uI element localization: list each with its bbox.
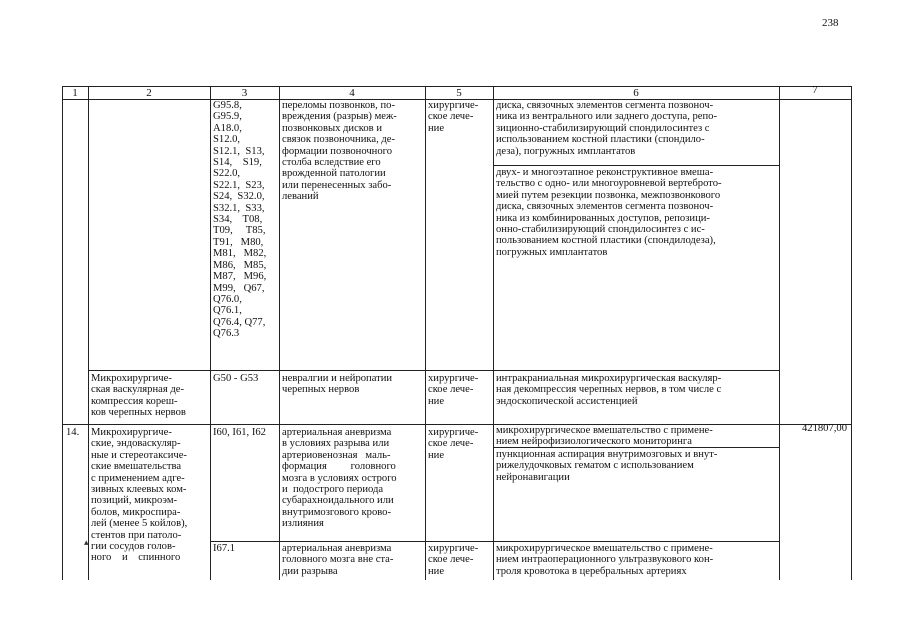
row-divider-b	[88, 370, 779, 371]
treatment-a: хирургиче- ское лече- ние	[428, 100, 479, 134]
col-header-6: 6	[633, 87, 639, 99]
diagnosis-codes-b: G50 - G53	[213, 373, 259, 384]
procedure-name-b: Микрохирургиче- ская васкулярная де- компрессия кореш- ков черепных нервов	[91, 373, 186, 419]
page-number: 238	[822, 17, 839, 29]
condition-c1: артериальная аневризма в условиях разрыва или артериовенозная маль- формация головного мозга в условиях острого и подострого периода субарахноидального или внутримозгового крово- излияния	[282, 427, 397, 530]
col-border-3	[279, 86, 280, 580]
diagnosis-codes-c1: I60, I61, I62	[213, 427, 266, 438]
col-border-2	[210, 86, 211, 580]
col-header-2: 2	[146, 87, 152, 99]
procedure-name-c: Микрохирургиче- ские, эндоваскуляр- ные и стереотаксиче- ские вмешательства с применением адге- зивных клеевых ком- позиций, микроэм- болов, микроспира- лей (менее 5 койлов), стентов при патоло- гии сосудов голов- ного и спинного	[91, 427, 188, 564]
col-border-right	[851, 86, 852, 580]
col-header-7: 7	[812, 84, 818, 96]
col-header-5: 5	[456, 87, 462, 99]
method-a-2: двух- и многоэтапное реконструктивное вмеша- тельство с одно- или многоуровневой вертеброто- мией путем резекции позвонка, межпозвонкового диска, связочных элементов сегмента позвоноч- ника из комбинированных доступов, репозици- онно-стабилизирующий спондилосинтез с ис- пользованием костной пластики (спондилодеза), погружных имплантатов	[496, 167, 722, 258]
col-border-4	[425, 86, 426, 580]
sub-divider-a	[493, 165, 779, 166]
col-border-1	[88, 86, 89, 580]
row-divider-c2	[210, 541, 779, 542]
condition-b: невралгии и нейропатии черепных нервов	[282, 373, 393, 396]
condition-c2: артериальная аневризма головного мозга вне ста- дии разрыва	[282, 543, 394, 577]
method-c1-2: пункционная аспирация внутримозговых и внут- рижелудочковых гематом с использованием нейронавигации	[496, 449, 718, 483]
treatment-c1: хирургиче- ское лече- ние	[428, 427, 479, 461]
price-c: 421807,00	[801, 423, 847, 434]
col-header-3: 3	[241, 87, 248, 99]
method-c1-1: микрохирургическое вмешательство с примене- нием нейрофизиологического мониторинга	[496, 425, 713, 448]
col-border-left	[62, 86, 63, 580]
diagnosis-codes-c2: I67.1	[213, 543, 236, 554]
method-c2: микрохирургическое вмешательство с примене- нием интраоперационного ультразвукового кон- троля кровотока в церебральных артериях	[496, 543, 714, 577]
col-header-4: 4	[349, 87, 355, 99]
condition-a: переломы позвонков, по- вреждения (разрыв) меж- позвонковых дисков и связок позвоночника, де- формации позвоночного столба вследствие его врожденной патологии или перенесенных забо- леваний	[282, 100, 397, 203]
treatment-b: хирургиче- ское лече- ние	[428, 373, 479, 407]
method-b: интракраниальная микрохирургическая васкуляр- ная декомпрессия черепных нервов, в том числе с эндоскопической ассистенцией	[496, 373, 722, 407]
treatment-c2: хирургиче- ское лече- ние	[428, 543, 479, 577]
method-a-1: диска, связочных элементов сегмента позвоноч- ника из вентрального или заднего доступа, репо- зиционно-стабилизирующий спондилосинтез с использованием костной пластики (спондило- деза), погружных имплантатов	[496, 100, 717, 157]
scan-mark: ▴	[84, 537, 89, 547]
diagnosis-codes-a: G95.8, G95.9, A18.0, S12.0, S12.1, S13, S14, S19, S22.0, S22.1, S23, S24, S32.0, S32.1, S33, S34, T08, T09, T85, T91, M80, M81, M82, M86, M85, M87, M96, M99, Q67, Q76.0, Q76.1, Q76.4, Q77, Q76.3	[213, 100, 267, 340]
col-border-5	[493, 86, 494, 580]
row-number-c: 14.	[66, 427, 80, 438]
col-header-1: 1	[72, 87, 78, 99]
col-border-6	[779, 86, 780, 580]
